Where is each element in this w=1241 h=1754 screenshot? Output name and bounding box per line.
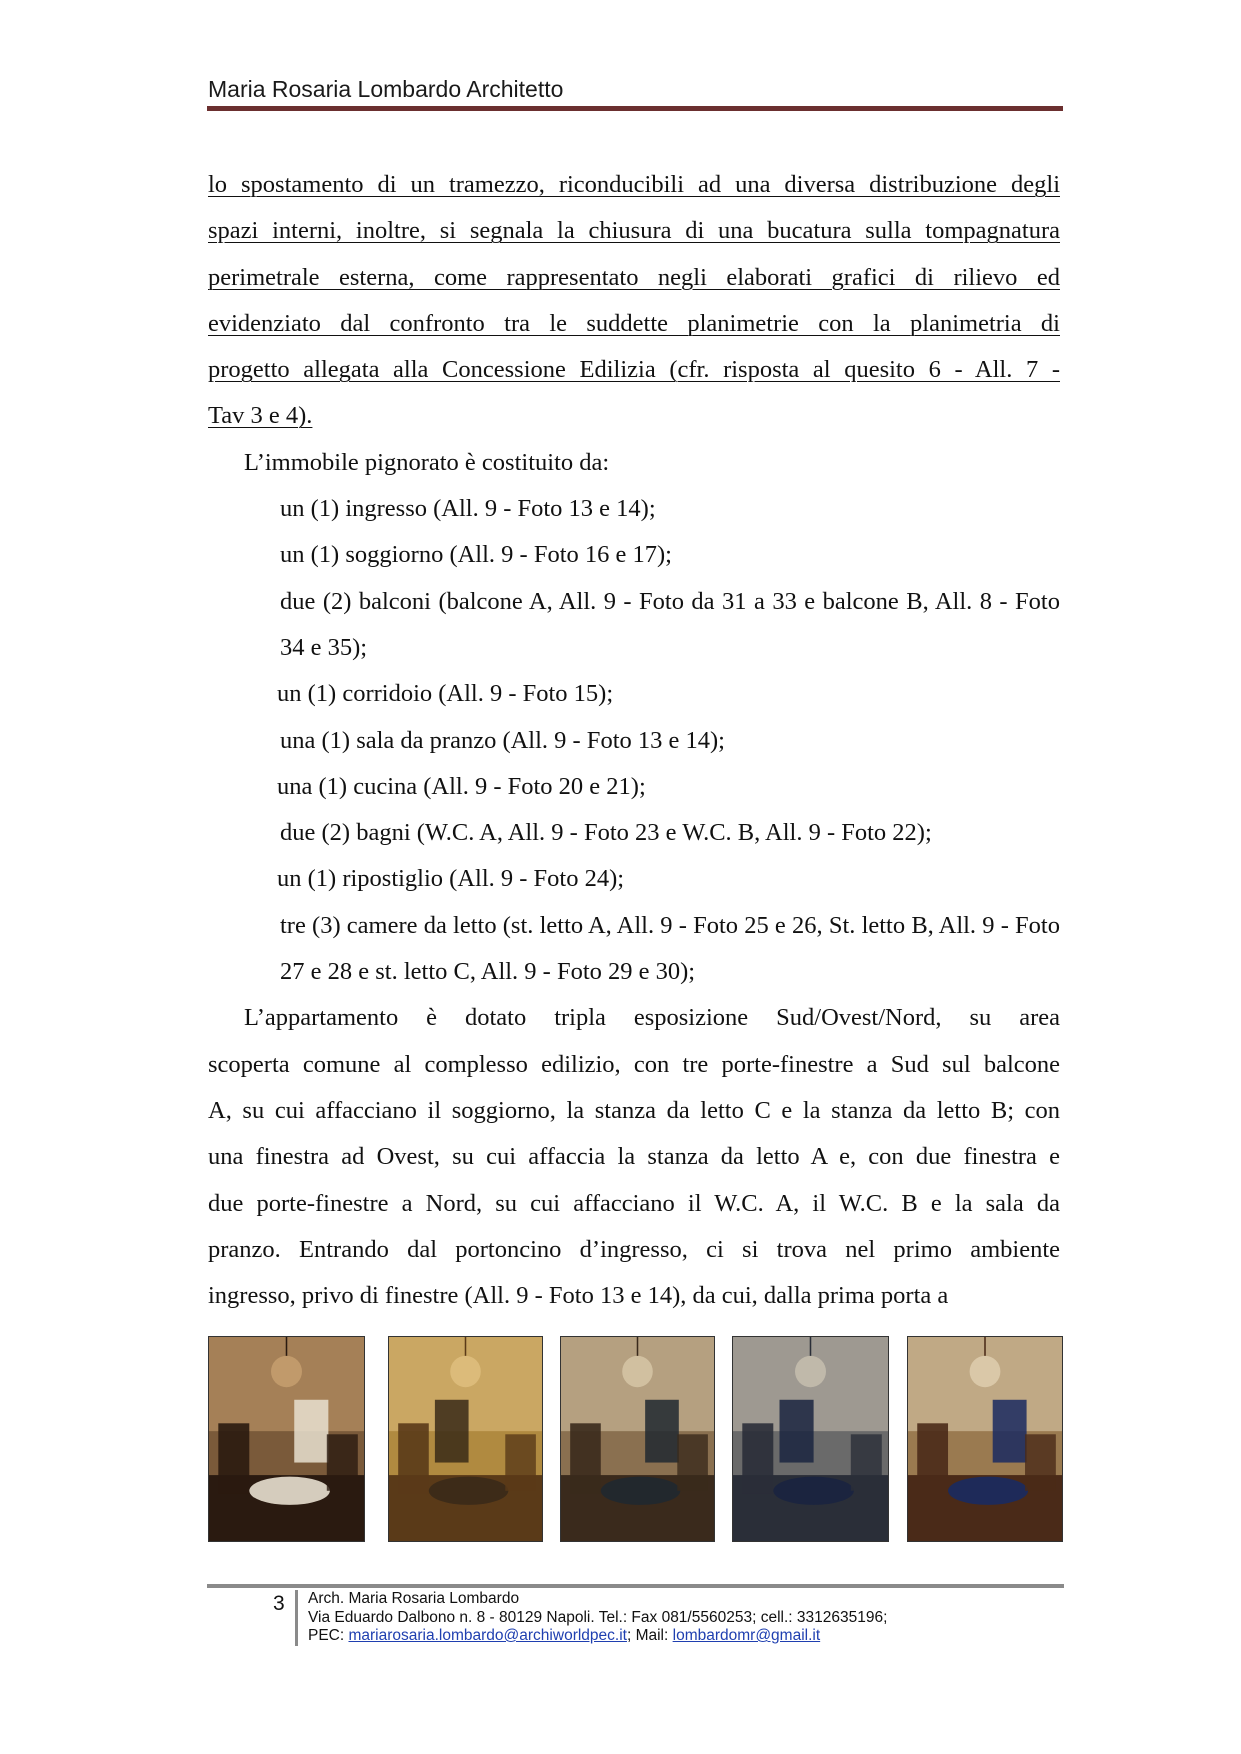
entrance-hallway-photo-image — [209, 1337, 364, 1541]
dining-room-chandelier-photo — [388, 1336, 543, 1542]
footer-contact — [308, 1590, 887, 1646]
para2-line: ingresso, privo di finestre (All. 9 - Foto 13 e 14), da cui, dalla prima porta a — [208, 1282, 949, 1310]
pec-label: PEC: — [308, 1627, 349, 1644]
list-item: un (1) soggiorno (All. 9 - Foto 16 e 17); — [280, 541, 672, 569]
para1-line: progetto allegata alla Concessione Edilizia (cfr. risposta al quesito 6 - All. 7 - — [208, 356, 1060, 384]
header-rule — [207, 106, 1063, 111]
living-room-table-photo-image — [733, 1337, 888, 1541]
pec-email-link[interactable]: mariarosaria.lombardo@archiworldpec.it — [348, 1627, 627, 1644]
dining-table-blue-cloth-photo — [907, 1336, 1063, 1542]
list-intro: L’immobile pignorato è costituito da: — [244, 448, 610, 476]
list-item: un (1) ripostiglio (All. 9 - Foto 24); — [277, 865, 625, 893]
footer-rule — [207, 1584, 1064, 1588]
footer-line — [308, 1627, 887, 1646]
para2-line: A, su cui affacciano il soggiorno, la stanza da letto C e la stanza da letto B; con — [208, 1096, 1060, 1124]
list-item: un (1) ingresso (All. 9 - Foto 13 e 14); — [280, 495, 656, 523]
header-title: Maria Rosaria Lombardo Architetto — [208, 76, 564, 102]
mail-email-link[interactable]: lombardomr@gmail.it — [672, 1627, 821, 1644]
list-item: due (2) balconi (balcone A, All. 9 - Foto da 31 a 33 e balcone B, All. 8 - Foto 34 e 35); — [280, 587, 1060, 661]
dining-room-cabinet-photo-image — [561, 1337, 714, 1541]
list-item: un (1) corridoio (All. 9 - Foto 15); — [277, 680, 614, 708]
entrance-hallway-photo — [208, 1336, 365, 1542]
para1-line: perimetrale esterna, come rappresentato negli elaborati grafici di rilievo ed — [208, 263, 1060, 291]
body-text — [208, 162, 1060, 1319]
para2-line: due porte-finestre a Nord, su cui affacciano il W.C. A, il W.C. B e la sala da — [208, 1189, 1060, 1217]
para2-line: scoperta comune al complesso edilizio, con tre porte-finestre a Sud sul balcone — [208, 1050, 1060, 1078]
para2-line: una finestra ad Ovest, su cui affaccia la stanza da letto A e, con due finestra e — [208, 1143, 1060, 1171]
living-room-table-photo — [732, 1336, 889, 1542]
para1-line: evidenziato dal confronto tra le suddette planimetrie con la planimetria di — [208, 309, 1060, 337]
para1-line: lo spostamento di un tramezzo, riconducibili ad una diversa distribuzione degli — [208, 171, 1060, 198]
para2-line: L’appartamento è dotato tripla esposizione Sud/Ovest/Nord, su area — [244, 1004, 1060, 1032]
footer-line: Arch. Maria Rosaria Lombardo — [308, 1590, 520, 1607]
dining-table-blue-cloth-photo-image — [908, 1337, 1062, 1541]
room-list — [208, 486, 1060, 995]
list-item: tre (3) camere da letto (st. letto A, All. 9 - Foto 25 e 26, St. letto B, All. 9 - Foto 27 e 28 e st. letto C, All. 9 - Foto 29 e 30); — [280, 911, 1060, 986]
list-item: una (1) sala da pranzo (All. 9 - Foto 13 e 14); — [280, 726, 725, 754]
dining-room-chandelier-photo-image — [389, 1337, 542, 1541]
para2-line: pranzo. Entrando dal portoncino d’ingresso, ci si trova nel primo ambiente — [208, 1235, 1060, 1263]
mail-label: ; Mail: — [626, 1627, 673, 1644]
dining-room-cabinet-photo — [560, 1336, 715, 1542]
para1-line: spazi interni, inoltre, si segnala la chiusura di una bucatura sulla tompagnatura — [208, 217, 1060, 245]
page-number: 3 — [273, 1592, 285, 1615]
photo-strip — [208, 1336, 1063, 1542]
footer-line: Via Eduardo Dalbono n. 8 - 80129 Napoli. Tel.: Fax 081/5560253; cell.: 3312635196; — [308, 1608, 888, 1626]
list-item: una (1) cucina (All. 9 - Foto 20 e 21); — [277, 772, 646, 800]
para1-line: Tav 3 e 4). — [208, 402, 313, 430]
footer-divider — [295, 1590, 298, 1646]
list-item: due (2) bagni (W.C. A, All. 9 - Foto 23 e W.C. B, All. 9 - Foto 22); — [280, 819, 932, 847]
